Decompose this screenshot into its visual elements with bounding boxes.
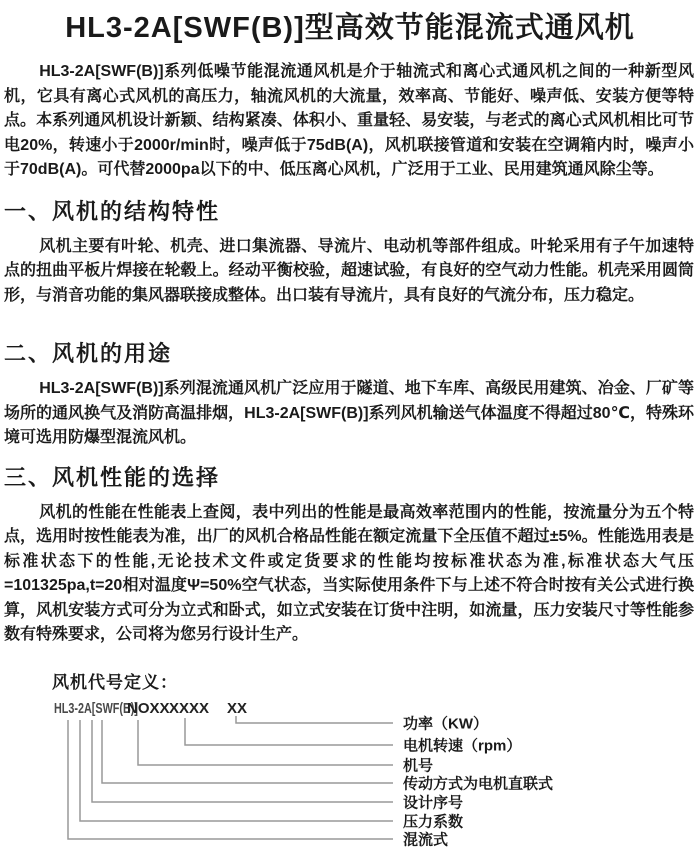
label-design-serial-number: 设计序号: [403, 794, 464, 811]
page-title: HL3-2A[SWF(B)]型高效节能混流式通风机: [65, 12, 635, 44]
intro-paragraph: HL3-2A[SWF(B)]系列低噪节能混流通风机是介于轴流式和离心式通风机之间的一种新型风机，它具有离心式风机的高压力，轴流风机的大流量，效率高、节能好、噪声低、安装方便等特点。本系列通风机设计新颖、结构紧凑、体积小、重量轻、易安装，与老式的离心式风机相比可节电20%，转速小于2000r/min时，噪声低于75dB(A)，风机联接管道和安装在空调箱内时，噪声小于70dB(A)。可代替2000pa以下的中、低压离心风机，广泛用于工业、民用建筑通风除尘等。: [4, 63, 694, 178]
code-speed-text: XXXX: [169, 699, 210, 717]
connector-lines: [0, 698, 700, 863]
label-power-kw: 功率（KW）: [403, 715, 488, 732]
fan-code-diagram: [0, 698, 700, 863]
section-3-heading: 三、风机性能的选择: [4, 464, 221, 490]
code-power-text: XX: [227, 699, 248, 717]
label-fan-size-number: 机号: [403, 757, 434, 774]
document-page: [0, 10, 700, 866]
section-1-heading: 一、风机的结构特性: [4, 198, 221, 224]
label-motor-speed-rpm: 电机转速（rpm）: [403, 737, 522, 754]
section-1-body: 风机主要有叶轮、机壳、进口集流器、导流片、电动机等部件组成。叶轮采用有子午加速特点的扭曲平板片焊接在轮毂上。经动平衡校验，超速试验，有良好的空气动力性能。机壳采用圆筒形，与消音功能的集风器联接成整体。出口装有导流片，具有良好的气流分布，压力稳定。: [4, 237, 694, 304]
code-series-text: HL3-2A[SWF(B)]: [54, 699, 138, 717]
label-mixed-flow-type: 混流式: [403, 831, 449, 848]
code-size-number-text: NOXX: [127, 699, 170, 717]
label-drive-type: 传动方式为电机直联式: [403, 775, 554, 792]
section-3-body: 风机的性能在性能表上查阅，表中列出的性能是最高效率范围内的性能，按流量分为五个特点，选用时按性能表为准，出厂的风机合格品性能在额定流量下全压值不超过±5%。性能选用表是标准状态下的性能,无论技术文件或定货要求的性能均按标准状态为准,标准状态大气压=101325pa,t=20相对温度Ψ=50%空气状态，当实际使用条件下与上述不符合时按有关公式进行换算，风机安装方式可分为立式和卧式，如立式安装在订货中注明，如流量，压力安装尺寸等性能参数有特殊要求，公司将为您另行设计生产。: [4, 503, 694, 643]
label-pressure-coefficient: 压力系数: [403, 813, 464, 830]
section-2-body: HL3-2A[SWF(B)]系列混流通风机广泛应用于隧道、地下车库、高级民用建筑、冶金、厂矿等场所的通风换气及消防高温排烟，HL3-2A[SWF(B)]系列风机输送气体温度不得超过80℃，特殊环境可选用防爆型混流风机。: [4, 380, 694, 446]
code-definition-heading: 风机代号定义：: [52, 672, 178, 692]
section-2-heading: 二、风机的用途: [4, 341, 173, 366]
